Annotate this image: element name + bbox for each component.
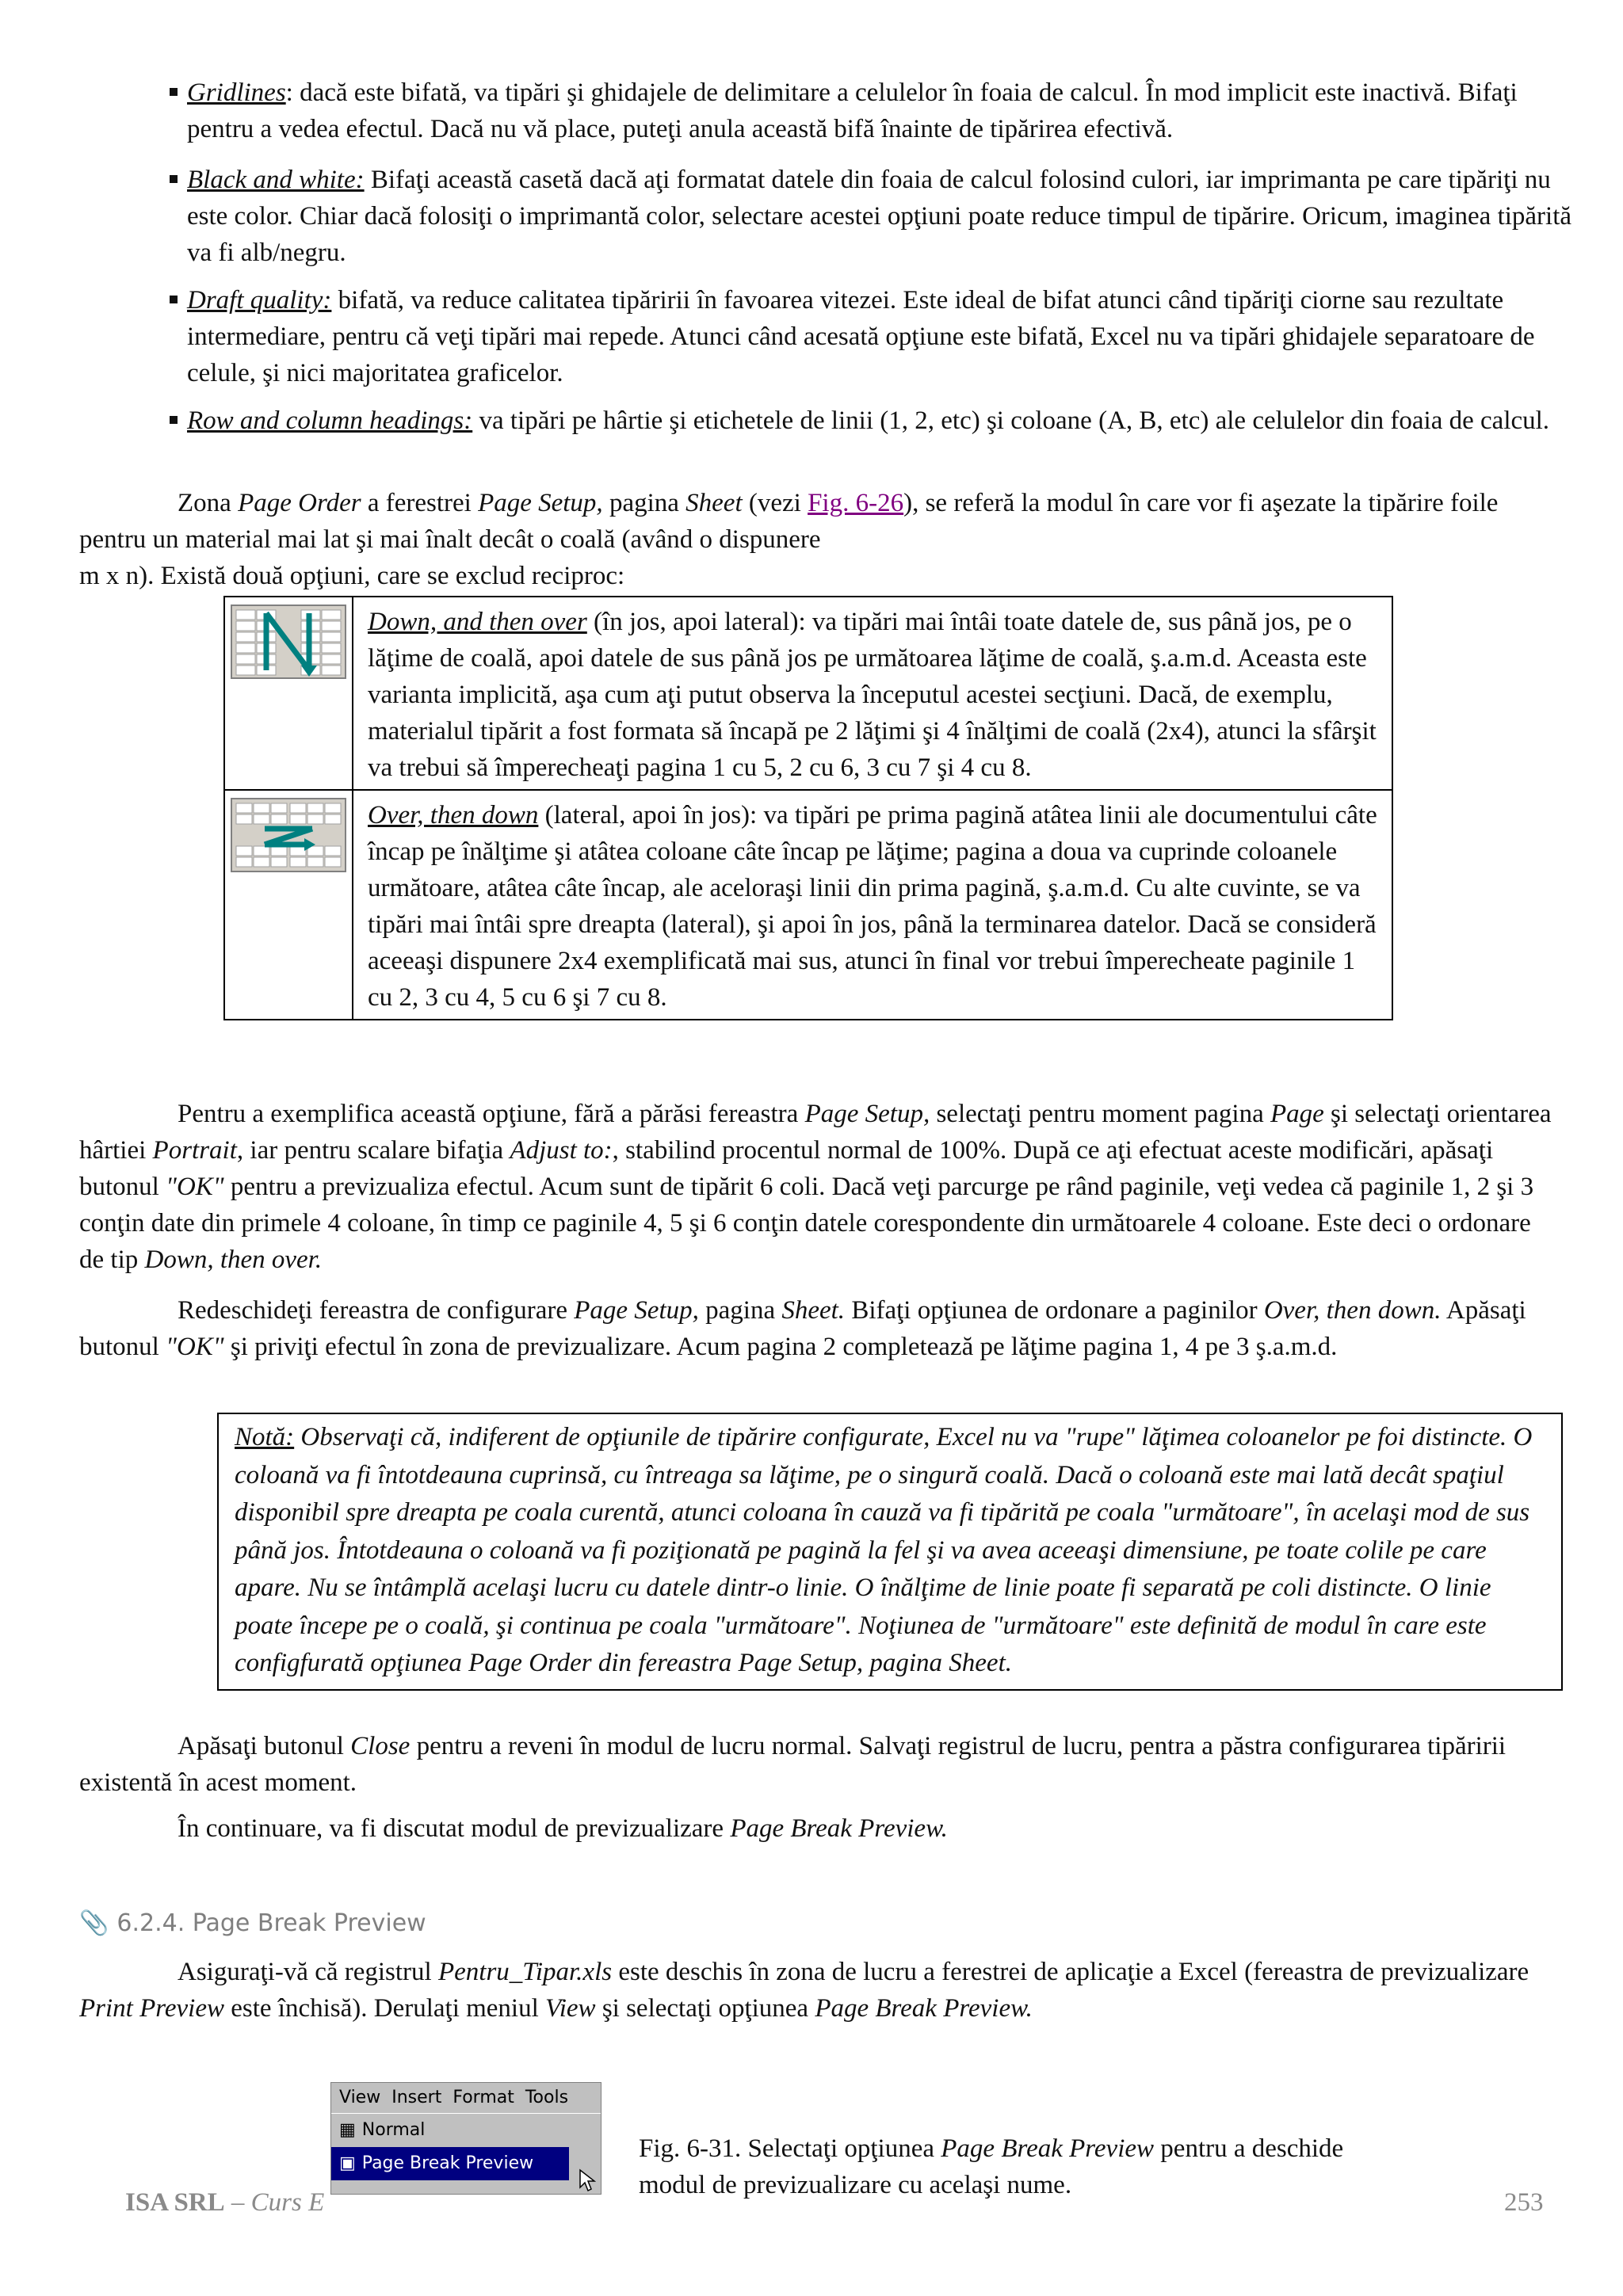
para-page-order [79, 485, 1553, 594]
text: Apăsaţi butonul [178, 1732, 351, 1760]
menu-insert[interactable]: Insert [391, 2088, 442, 2107]
text: este închisă). Derulaţi meniul [223, 1994, 546, 2023]
term-down-then-over: Down, and then over [368, 608, 587, 636]
text-italic: Over, then down. [1263, 1296, 1442, 1325]
page-break-preview-icon: ▣ [339, 2153, 356, 2173]
option-icon-cell [224, 790, 353, 1020]
page-order-options-table [223, 596, 1393, 1020]
term-black-and-white: Black and white: [187, 166, 365, 194]
menu-tools[interactable]: Tools [525, 2088, 569, 2107]
text: Bifaţi opţiunea de ordonare a paginilor [845, 1296, 1264, 1325]
text: şi selectaţi opţiunea [595, 1994, 815, 2023]
view-menu-screenshot [330, 2082, 601, 2195]
text-italic: "OK" [166, 1333, 224, 1361]
option-row [224, 790, 1392, 1020]
bullet-marker [170, 296, 178, 303]
figure-caption [639, 2130, 1400, 2203]
cursor-arrow-icon [579, 2168, 596, 2192]
text-italic: Page Break Preview. [730, 1814, 948, 1843]
footer-sep: – [224, 2188, 251, 2217]
text: Redeschideţi fereastra de configurare [178, 1296, 575, 1325]
bullet-text: bifată, va reduce calitatea tipăririi în favoarea vitezei. Este ideal de bifat atunci când tipăriţi ciorne sau rezultate intermediare, pentru că veţi tipări mai repede. Atunci când acesată opţiune este bifată, Excel nu va tipări ghidajele separatoare de celule, şi nici majoritatea graficelor. [187, 286, 1535, 387]
text: Pentru a exemplifica această opţiune, fără a părăsi fereastra [178, 1100, 805, 1128]
term-draft-quality: Draft quality: [187, 286, 332, 315]
option-description: (lateral, apoi în jos): va tipări pe prima pagină atâtea linii ale documentului câte încap pe înălţime şi atâtea coloane câte încap pe lăţime; pagina a doua va cuprinde coloanele următoare, atâtea câte încap, ale aceloraşi linii din prima pagină, ş.a.m.d. Cu alte cuvinte, se va tipări mai întâi spre dreapta (lateral), şi apoi în jos, până la terminarea datelor. Dacă se consideră aceeaşi dispunere 2x4 exemplificată mai sus, atunci în final vor trebui împerecheate paginile 1 cu 2, 3 cu 4, 5 cu 6 şi 7 cu 8. [368, 801, 1377, 1012]
text: este deschis în zona de lucru a ferestrei de aplicaţie a Excel (fereastra de previzualizare [612, 1958, 1529, 1986]
bullet-text: Bifaţi această casetă dacă aţi formatat datele din foaia de calcul folosind culori, iar imprimanta pe care tipăriţi nu este color. Chiar dacă folosiţi o imprimantă color, selectare acestei opţiuni poate reduce timpul de tipărire. Oricum, imaginea tipărită va fi alb/negru. [187, 166, 1572, 267]
text: selectaţi pentru moment pagina [930, 1100, 1270, 1128]
down-then-over-icon [230, 604, 347, 680]
footer [125, 2184, 324, 2221]
text-italic: Page Setup, [804, 1100, 930, 1128]
paperclip-icon: 📎 [79, 1909, 109, 1937]
menu-item-label: Normal [361, 2120, 426, 2140]
text-italic: Adjust to: [510, 1136, 613, 1165]
para-continue [79, 1810, 1553, 1847]
para-example [79, 1096, 1553, 1278]
bullet-black-and-white [158, 162, 1590, 271]
normal-view-icon: ▦ [339, 2120, 356, 2140]
term-sep: : [285, 78, 293, 107]
text-italic: Pentru_Tipar.xls [437, 1958, 613, 1986]
text-italic: View [545, 1994, 596, 2023]
menu-bar [331, 2083, 601, 2114]
footer-org: ISA SRL [125, 2188, 225, 2217]
option-description: (în jos, apoi lateral): va tipări mai întâi toate datele de, sus până jos, pe o lăţime de coală, apoi datele de sus până jos pe următoarea lăţime de coală, ş.a.m.d. Aceasta este varianta implicită, aşa cum aţi putut observa la începutul acestei secţiuni. Dacă, de exemplu, materialul tipărit a fost formata să încapă pe 2 lăţimi şi 4 înălţimi de coală (2x4), atunci la sfârşit va trebui să împerecheaţi pagina 1 cu 5, 2 cu 6, 3 cu 7 şi 4 cu 8. [368, 608, 1377, 782]
term-gridlines: Gridlines [187, 78, 286, 107]
text: pagina [698, 1296, 782, 1325]
text: ), se referă la modul în care vor fi aşezate la tipărire foile pentru un material mai lat şi mai înalt decât o coală (având o dispunere [79, 489, 1499, 554]
text-italic: Print Preview [79, 1994, 224, 2023]
section-heading [79, 1908, 426, 1939]
text: şi selectaţi orientarea hârtiei [79, 1100, 1552, 1165]
menu-item-page-break-preview[interactable] [331, 2147, 569, 2180]
menu-item-normal[interactable] [331, 2114, 601, 2147]
bullet-text: va tipări pe hârtie şi etichetele de linii (1, 2, etc) şi coloane (A, B, etc) ale celulelor din foaia de calcul. [472, 406, 1550, 435]
option-text-cell [353, 790, 1392, 1020]
text-italic: Sheet [685, 489, 743, 517]
menu-item-label: Page Break Preview [361, 2153, 534, 2173]
text-italic: Page Setup, [574, 1296, 699, 1325]
text-italic: Down, then over. [144, 1245, 323, 1274]
bullet-text: dacă este bifată, va tipări şi ghidajele de delimitare a celulelor în foaia de calcul. În mod implicit este inactivă. Bifaţi pentru a vedea efectul. Dacă nu vă place, puteţi anula această bifă înainte de tipărirea efectivă. [187, 78, 1518, 143]
text-italic: Portrait [152, 1136, 237, 1165]
text-italic: Page Setup, [478, 489, 603, 517]
menu-view[interactable]: View [339, 2088, 381, 2107]
text: Asiguraţi-vă că registrul [178, 1958, 438, 1986]
bullet-draft-quality [158, 282, 1590, 391]
section-title: 6.2.4. Page Break Preview [116, 1909, 426, 1937]
bullet-gridlines [158, 74, 1590, 147]
term-over-then-down: Over, then down [368, 801, 539, 830]
text-italic: Page Break Preview [941, 2134, 1155, 2163]
option-row [224, 597, 1392, 790]
menu-format[interactable]: Format [453, 2088, 514, 2107]
text: (vezi [742, 489, 808, 517]
text: Zona [178, 489, 239, 517]
text: pagina [602, 489, 686, 517]
text: pentru a previzualiza efectul. Acum sunt de tipărit 6 coli. Dacă veţi parcurge pe rând paginile, veţi vedea că paginile 1, 2 şi 3 conţin date din primele 4 coloane, în timp ce paginile 4, 5 şi 6 conţin datele corespondente din următoarele 4 coloane. Este deci o ordonare de tip [79, 1173, 1534, 1274]
para-close [79, 1728, 1553, 1801]
para-ensure [79, 1954, 1553, 2027]
text-italic: Close [350, 1732, 411, 1760]
term-row-column-headings: Row and column headings: [187, 406, 473, 435]
text-italic: Page [1270, 1100, 1324, 1128]
over-then-down-icon [230, 797, 347, 873]
page-number: 253 [1504, 2188, 1544, 2217]
text: Apăsaţi butonul [79, 1296, 1526, 1361]
text-italic: Page Break Preview. [815, 1994, 1033, 2023]
text-italic: Page Order [238, 489, 361, 517]
text: pentru a deschide modul de previzualizare cu acelaşi nume. [639, 2134, 1344, 2199]
note-label: Notă: [235, 1423, 295, 1451]
bullet-row-column-headings [158, 402, 1590, 439]
text-italic: Sheet. [781, 1296, 846, 1325]
bullet-marker [170, 175, 178, 183]
text: Fig. 6-31. Selectaţi opţiunea [639, 2134, 941, 2163]
text: a ferestrei [361, 489, 479, 517]
fig-6-26-link[interactable]: Fig. 6-26 [808, 489, 904, 517]
footer-course: Curs E [250, 2188, 325, 2217]
text: pentru a reveni în modul de lucru normal. Salvaţi registrul de lucru, pentra a păstra configurarea tipăririi existentă în acest moment. [79, 1732, 1507, 1797]
note-box [217, 1413, 1563, 1691]
text: şi priviţi efectul în zona de previzualizare. Acum pagina 2 completează pe lăţime pagina 1, 4 pe 3 ş.a.m.d. [223, 1333, 1338, 1361]
option-icon-cell [224, 597, 353, 790]
option-text-cell [353, 597, 1392, 790]
bullet-marker [170, 88, 178, 96]
note-text: Observaţi că, indiferent de opţiunile de tipărire configurate, Excel nu va "rupe" lăţimea coloanelor pe foi distincte. O coloană va fi întotdeauna cuprinsă, cu întreaga sa lăţime, pe o singură coală. Dacă o coloană este mai lată decât spaţiul disponibil spre dreapta pe coala curentă, atunci coloana în cauză va fi tipărită pe coala "următoare", în acelaşi mod de sus până jos. Întotdeauna o coloană va fi poziţionată pe pagină la fel şi va avea aceeaşi dimensiune, pe toate colile pe care apare. Nu se întâmplă acelaşi lucru cu datele dintr-o linie. O înălţime de linie poate fi separată pe coli distincte. O linie poate începe pe o coală, şi continua pe coala "următoare". Noţiunea de "următoare" este definită de modul în care este configfurată opţiunea Page Order din fereastra Page Setup, pagina Sheet. [235, 1423, 1533, 1677]
text: , stabilind procentul normal de 100%. După ce aţi efectuat aceste modificări, apăsaţi butonul [79, 1136, 1494, 1201]
para-reopen [79, 1292, 1553, 1365]
text: , iar pentru scalare bifaţia [236, 1136, 510, 1165]
text: m x n). Există două opţiuni, care se exclud reciproc: [79, 562, 625, 590]
text-italic: "OK" [166, 1173, 224, 1201]
text: În continuare, va fi discutat modul de previzualizare [178, 1814, 731, 1843]
bullet-marker [170, 416, 178, 424]
